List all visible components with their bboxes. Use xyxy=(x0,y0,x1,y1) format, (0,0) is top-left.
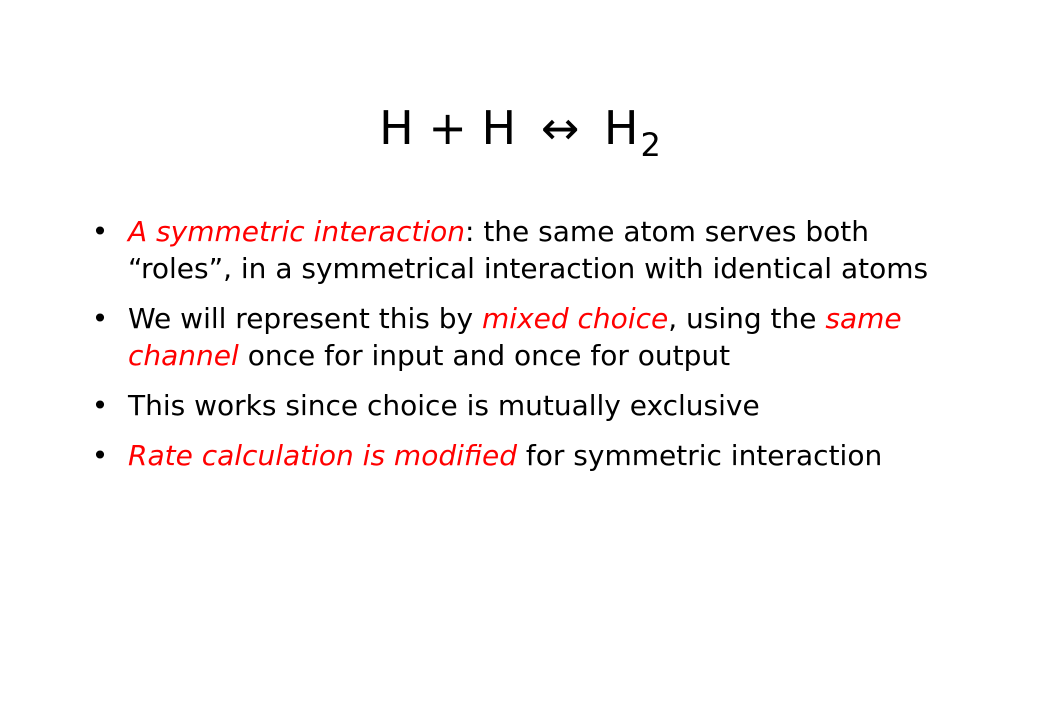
bullet-dot-icon: • xyxy=(91,389,109,422)
bullet-emphasis: mixed choice xyxy=(482,302,669,335)
double-arrow-icon: ↔ xyxy=(540,101,580,155)
title-product-subscript: 2 xyxy=(640,126,661,164)
title-left-term: H xyxy=(379,101,414,155)
bullet-emphasis: Rate calculation is modified xyxy=(128,439,517,472)
bullet-list xyxy=(88,213,968,487)
title-right-term: H xyxy=(481,101,517,155)
bullet-item xyxy=(88,387,968,424)
title-product xyxy=(603,101,661,164)
bullet-dot-icon: • xyxy=(91,439,109,472)
bullet-item xyxy=(88,437,968,474)
bullet-item xyxy=(88,213,968,287)
bullet-item xyxy=(88,300,968,374)
bullet-text: , using the xyxy=(668,302,826,335)
bullet-emphasis: A symmetric interaction xyxy=(128,215,465,248)
slide-title xyxy=(0,98,1040,163)
bullet-text: for symmetric interaction xyxy=(516,439,883,472)
bullet-text: once for input and once for output xyxy=(238,339,731,372)
bullet-text: : the same atom serves both “roles”, in a symmetrical interaction with identical atoms xyxy=(128,215,929,285)
bullet-text: We will represent this by xyxy=(128,302,483,335)
title-product-main: H xyxy=(603,101,639,155)
bullet-text: This works since choice is mutually exclusive xyxy=(128,389,760,422)
bullet-emphasis: same channel xyxy=(128,302,902,372)
bullet-dot-icon: • xyxy=(91,302,109,335)
title-plus-sign: + xyxy=(428,101,467,155)
bullet-dot-icon: • xyxy=(91,215,109,248)
